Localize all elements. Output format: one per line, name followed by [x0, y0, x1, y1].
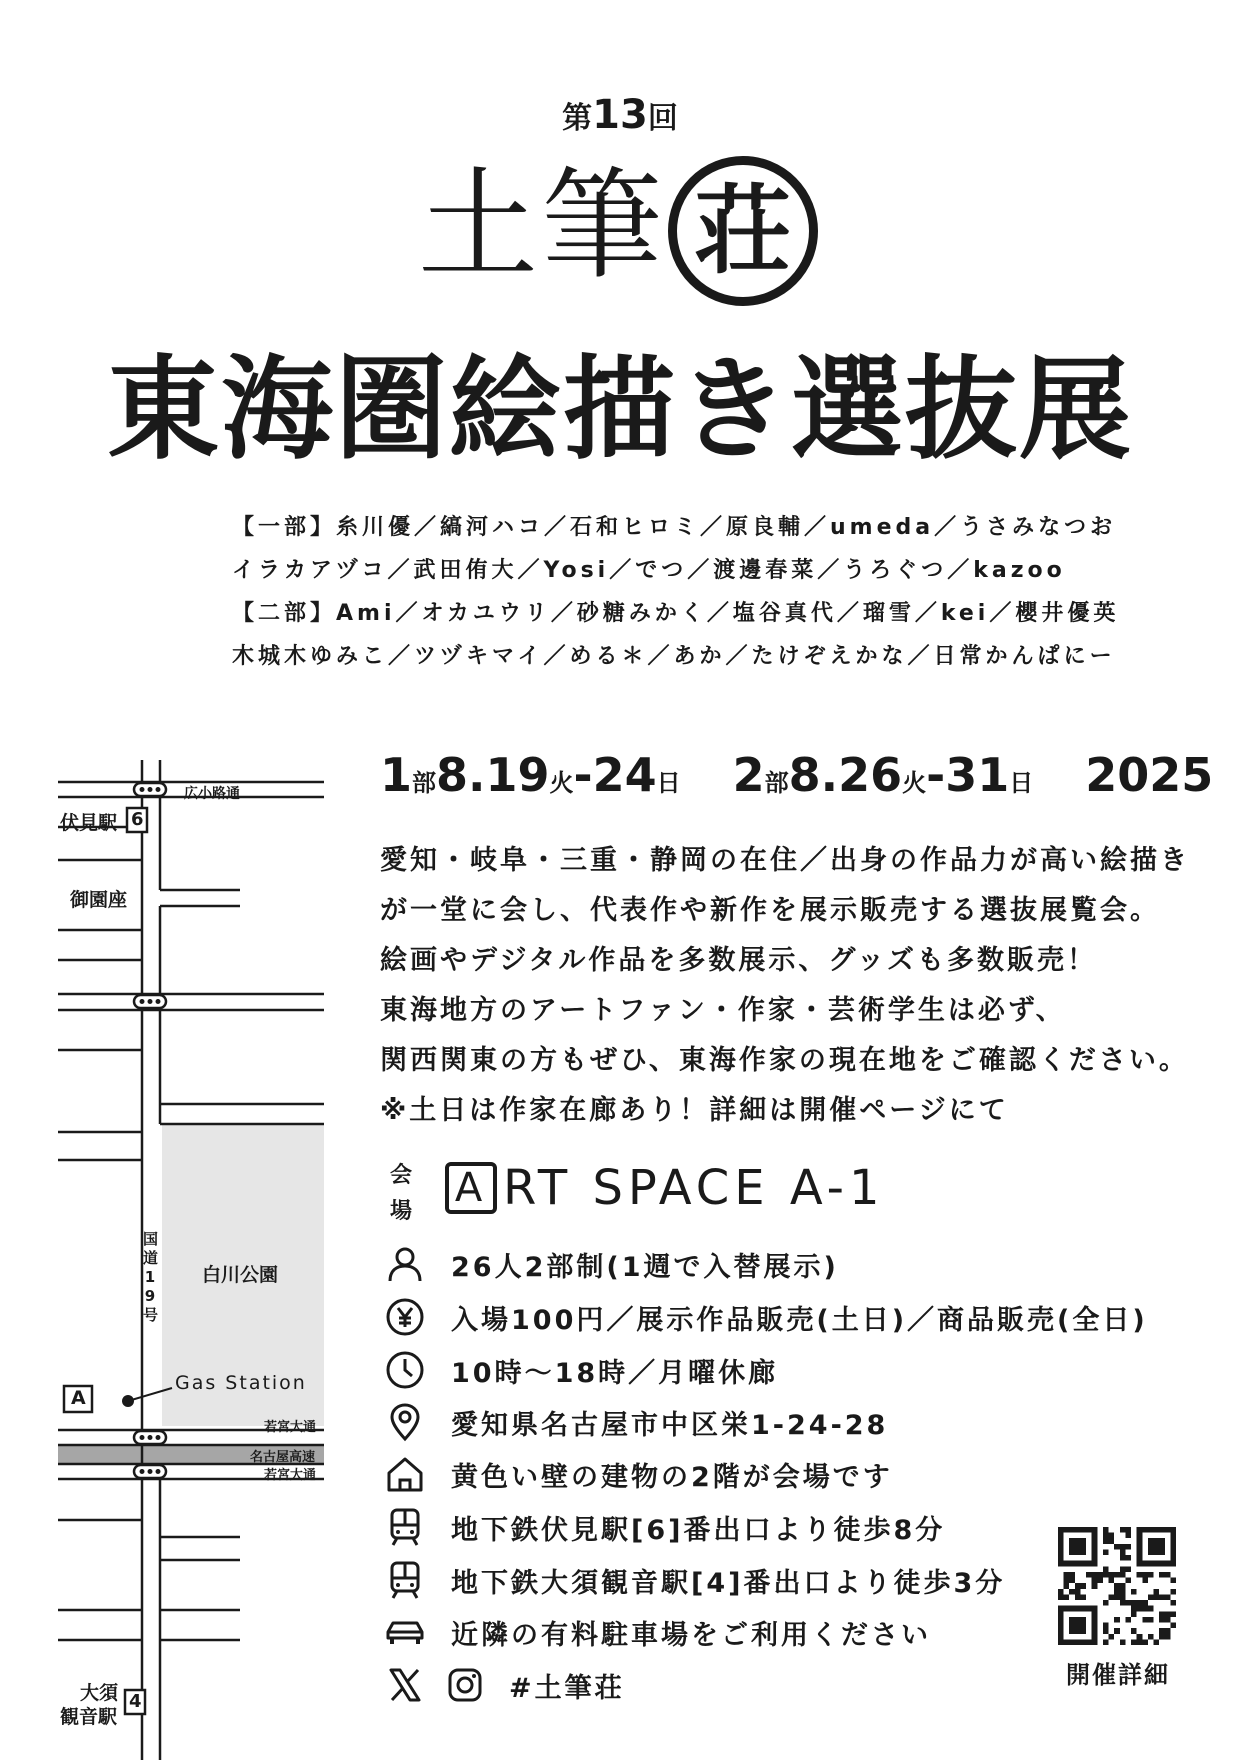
map-pin-icon [385, 1402, 425, 1442]
year: 2025 [1085, 748, 1214, 802]
description-line: 絵画やデジタル作品を多数展示、グッズも多数販売！ [380, 945, 1098, 976]
map-label-gas-station: Gas Station [175, 1372, 307, 1394]
edition-number: 13 [592, 92, 648, 138]
qr-label: 開催詳細 [1066, 1661, 1170, 1689]
map-label-route19 [143, 1230, 157, 1325]
edition-label [0, 92, 1240, 138]
info-text: 地下鉄伏見駅[6]番出口より徒歩8分 [451, 1514, 946, 1546]
part1-start-day: 火 [549, 769, 574, 797]
part2-unit: 部 [764, 769, 789, 797]
route19-char: 道 [143, 1249, 159, 1267]
artist-line: 【一部】糸川優／縞河ハコ／石和ヒロミ／原良輔／umeda／うさみなつお [232, 515, 1117, 540]
venue-label [390, 1158, 420, 1230]
venue-a-icon: A [445, 1162, 497, 1214]
info-access-fushimi [385, 1505, 945, 1549]
brand-text: 土筆 [418, 157, 666, 296]
info-text: 入場100円／展示作品販売(土日)／商品販売(全日) [451, 1304, 1148, 1336]
info-text: 10時〜18時／月曜休廊 [451, 1357, 779, 1389]
x-logo-icon[interactable] [385, 1665, 425, 1705]
route19-char: 国 [143, 1230, 159, 1248]
description-line: 愛知・岐阜・三重・静岡の在住／出身の作品力が高い絵描き [380, 845, 1190, 876]
yen-icon [385, 1297, 425, 1337]
info-social [385, 1663, 625, 1707]
venue-label-1: 会 [390, 1163, 413, 1188]
artist-line: 【二部】Ami／オカユウリ／砂糖みかく／塩谷真代／瑠雪／kei／櫻井優英 [232, 601, 1120, 626]
info-parking [385, 1610, 931, 1654]
info-text: 黄色い壁の建物の2階が会場です [451, 1461, 893, 1493]
description-line: ※土日は作家在廊あり！詳細は開催ページにて [380, 1095, 1009, 1126]
train-icon [385, 1560, 425, 1600]
qr-code[interactable] [1058, 1527, 1176, 1645]
map-label-hirokoji: 広小路通 [184, 786, 240, 802]
map-label-osu: 大須 [80, 1682, 119, 1704]
info-admission [385, 1295, 1148, 1339]
brand-circle-emblem: 荘 [668, 156, 818, 306]
map-label-misonoza: 御園座 [70, 889, 128, 911]
map-label-expressway: 名古屋高速 [250, 1450, 316, 1465]
map-label-fushimi-exit: 6 [131, 809, 144, 830]
route19-char: 号 [143, 1306, 159, 1324]
route19-char: 9 [144, 1287, 156, 1305]
venue-name-text: RT SPACE A-1 [503, 1160, 885, 1216]
description-line: 関西関東の方もぜひ、東海作家の現在地をご確認ください。 [380, 1045, 1189, 1076]
venue-name [445, 1160, 885, 1216]
artist-line: 木城木ゆみこ／ツヅキマイ／める＊／あか／たけぞえかな／日常かんぱにー [232, 644, 1116, 669]
info-text: 愛知県名古屋市中区栄1-24-28 [451, 1409, 889, 1441]
part1-end: -24 [573, 748, 657, 802]
map-label-wakamiya-2: 若宮大通 [264, 1468, 317, 1483]
description-line: 東海地方のアートファン・作家・芸術学生は必ず、 [380, 995, 1066, 1026]
part2-start: 8.26 [788, 748, 903, 802]
hashtag-text[interactable]: #土筆荘 [509, 1672, 625, 1704]
info-text: 地下鉄大須観音駅[4]番出口より徒歩3分 [451, 1567, 1006, 1599]
brand-logo [0, 150, 1240, 310]
info-access-osu [385, 1558, 1005, 1602]
part1-unit: 部 [412, 769, 437, 797]
part1-end-unit: 日 [656, 769, 681, 797]
description-line: が一堂に会し、代表作や新作を展示販売する選抜展覧会。 [380, 895, 1160, 926]
map-label-wakamiya-1: 若宮大通 [264, 1420, 317, 1435]
info-address [385, 1400, 888, 1444]
house-icon [385, 1454, 425, 1494]
route19-char: 1 [144, 1268, 156, 1286]
part2-number: 2 [732, 748, 765, 802]
map-label-park: 白川公園 [202, 1264, 279, 1286]
part2-end-unit: 日 [1009, 769, 1034, 797]
access-map [0, 760, 340, 1760]
part2-end: -31 [926, 748, 1010, 802]
clock-icon [385, 1350, 425, 1390]
artist-line: イラカアヅコ／武田侑大／Yosi／でつ／渡邊春菜／うろぐつ／kazoo [232, 558, 1066, 583]
info-text: 近隣の有料駐車場をご利用ください [451, 1619, 931, 1651]
instagram-icon[interactable] [445, 1665, 485, 1705]
info-building [385, 1452, 893, 1496]
part2-start-day: 火 [902, 769, 927, 797]
map-label-osu-exit: 4 [129, 1691, 142, 1712]
info-capacity [385, 1242, 839, 1286]
main-title: 東海圏絵描き選抜展 [107, 345, 1133, 475]
edition-prefix: 第 [562, 101, 593, 136]
exhibition-dates [380, 748, 1213, 802]
car-icon [385, 1612, 425, 1652]
part1-number: 1 [380, 748, 413, 802]
map-label-osu-station: 観音駅 [60, 1706, 118, 1728]
venue-label-2: 場 [390, 1199, 413, 1224]
info-text: 26人2部制(1週で入替展示) [451, 1251, 839, 1283]
part1-start: 8.19 [436, 748, 550, 802]
map-label-venue-marker: A [71, 1387, 86, 1409]
train-icon [385, 1507, 425, 1547]
edition-suffix: 回 [647, 101, 678, 136]
info-hours [385, 1348, 778, 1392]
map-label-fushimi: 伏見駅 [60, 812, 118, 834]
person-icon [385, 1244, 425, 1284]
